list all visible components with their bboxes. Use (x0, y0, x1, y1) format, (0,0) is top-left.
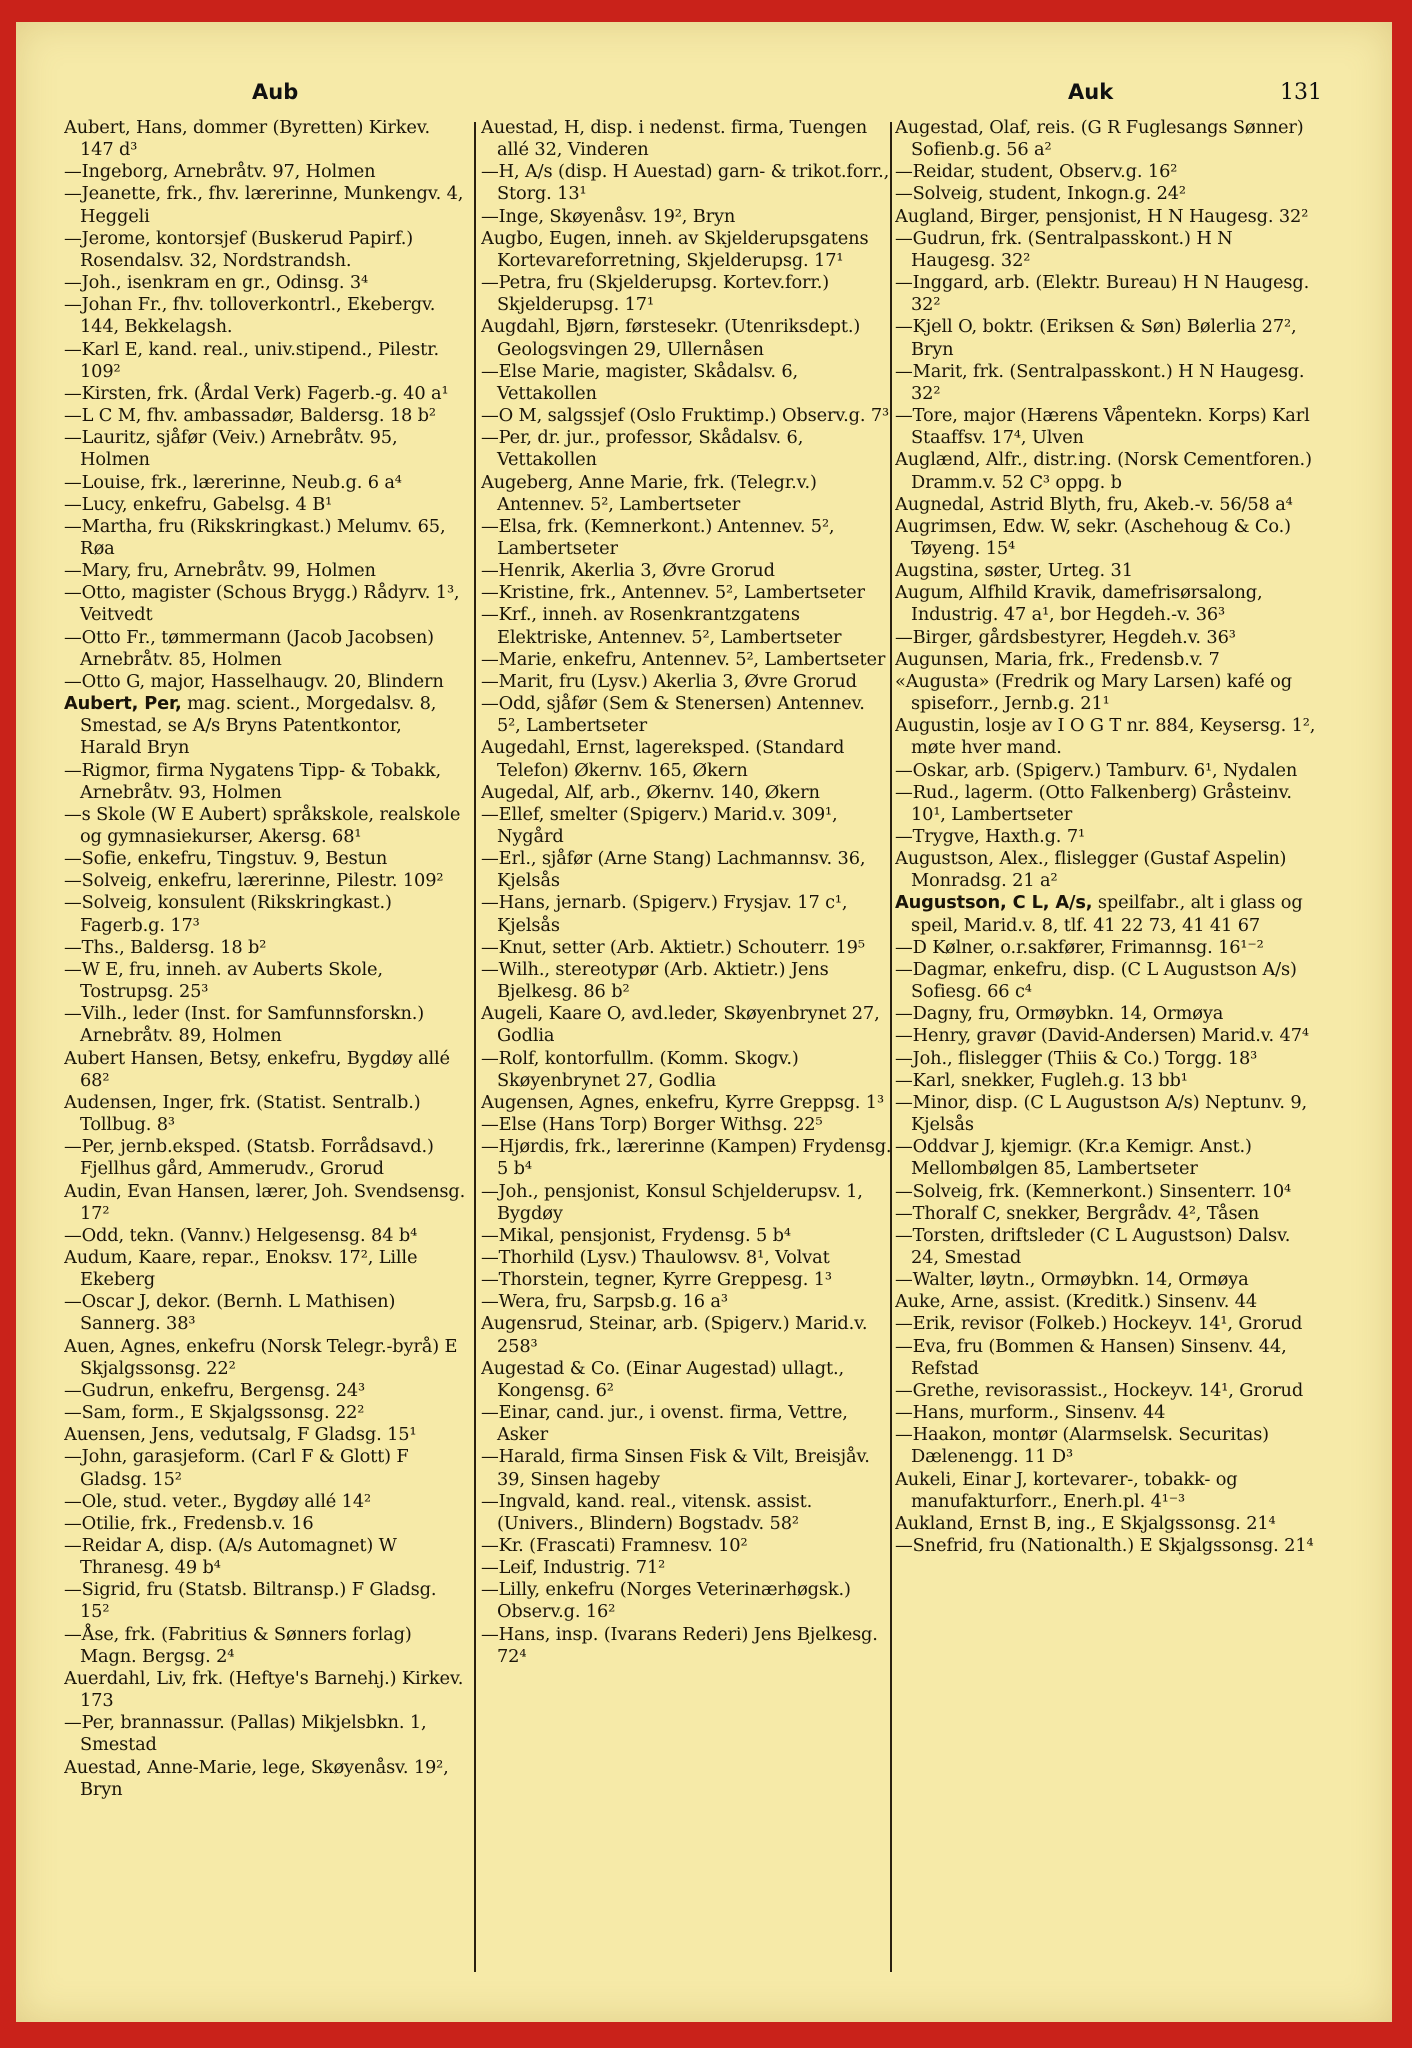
directory-entry: —Einar, cand. jur., i ovenst. firma, Vettre, Asker (481, 1402, 848, 1446)
page-number: 131 (1280, 80, 1322, 105)
directory-entry: «Augusta» (Fredrik og Mary Larsen) kafé og spiseforr., Jernb.g. 21¹ (895, 670, 1292, 715)
directory-entry: —Mikal, pensjonist, Frydensg. 5 b⁴ (481, 1224, 791, 1246)
directory-entry: —Gudrun, frk. (Sentralpasskont.) H N Haugesg. 32² (895, 227, 1233, 271)
directory-entry: Auensen, Jens, vedutsalg, F Gladsg. 15¹ (64, 1424, 417, 1446)
directory-entry: —Oskar, arb. (Spigerv.) Tamburv. 6¹, Nydalen (895, 759, 1298, 781)
directory-entry: —Erl., sjåfør (Arne Stang) Lachmannsv. 36, Kjelsås (481, 848, 866, 892)
directory-entry: Augstina, søster, Urteg. 31 (895, 560, 1133, 582)
directory-entry: Augedal, Alf, arb., Økernv. 140, Økern (481, 781, 820, 803)
directory-entry: —Otto, magister (Schous Brygg.) Rådyrv. 1³, Veitvedt (64, 582, 460, 626)
directory-entry: —Petra, fru (Skjelderupsg. Kortev.forr.) Skjelderupsg. 17¹ (481, 272, 830, 316)
directory-entry: Audin, Evan Hansen, lærer, Joh. Svendsensg. 17² (64, 1180, 466, 1224)
directory-entry: —Thorstein, tegner, Kyrre Greppesg. 1³ (481, 1269, 832, 1291)
directory-entry: —Kjell O, boktr. (Eriksen & Søn) Bølerlia 27², Bryn (895, 316, 1297, 360)
directory-entry: —Reidar, student, Observ.g. 16² (895, 161, 1178, 183)
directory-entry: —John, garasjeform. (Carl F & Glott) F Gladsg. 15² (64, 1446, 409, 1490)
directory-entry: Auke, Arne, assist. (Kreditk.) Sinsenv. 44 (895, 1291, 1258, 1313)
directory-entry: —Lucy, enkefru, Gabelsg. 4 B¹ (64, 493, 333, 515)
directory-entry: —Ths., Baldersg. 18 b² (64, 936, 267, 958)
directory-entry: Augustson, C L, A/s, speilfabr., alt i glass og speil, Marid.v. 8, tlf. 41 22 73, 41 41 67 (895, 892, 1303, 936)
directory-entry: Augestad, Olaf, reis. (G R Fuglesangs Sønner) Sofienb.g. 56 a² (895, 117, 1304, 161)
directory-entry: —L C M, fhv. ambassadør, Baldersg. 18 b² (64, 405, 436, 427)
directory-entry: —Solveig, konsulent (Rikskringkast.) Fagerb.g. 17³ (64, 892, 392, 936)
directory-entry: —Else Marie, magister, Skådalsv. 6, Vettakollen (481, 360, 799, 404)
directory-entry: —Rud., lagerm. (Otto Falkenberg) Gråsteinv. 10¹, Lambertseter (895, 781, 1292, 825)
directory-entry: Audensen, Inger, frk. (Statist. Sentralb.) Tollbug. 8³ (64, 1091, 421, 1136)
directory-entry: —Jerome, kontorsjef (Buskerud Papirf.) Rosendalsv. 32, Nordstrandsh. (64, 227, 414, 271)
directory-entry: —Inge, Skøyenåsv. 19², Bryn (481, 205, 736, 227)
directory-entry: —Thorhild (Lysv.) Thaulowsv. 8¹, Volvat (481, 1246, 830, 1268)
directory-entry: Augrimsen, Edw. W, sekr. (Aschehoug & Co.) Tøyeng. 15⁴ (895, 515, 1291, 559)
directory-entry: Augustson, Alex., flislegger (Gustaf Aspelin) Monradsg. 21 a² (895, 848, 1287, 892)
directory-entry: Augustin, losje av I O G T nr. 884, Keysersg. 1², møte hver mand. (895, 715, 1316, 759)
running-head-left: Aub (252, 80, 299, 104)
directory-entry: —Oscar J, dekor. (Bernh. L Mathisen) Sannerg. 38³ (64, 1291, 396, 1335)
directory-entry: —Ingeborg, Arnebråtv. 97, Holmen (64, 161, 376, 183)
directory-entry: —Sam, form., E Skjalgssonsg. 22² (64, 1402, 365, 1424)
directory-entry: —D Kølner, o.r.sakfører, Frimannsg. 16¹⁻² (895, 936, 1264, 958)
directory-entry: —Lauritz, sjåfør (Veiv.) Arnebråtv. 95, Holmen (64, 427, 398, 471)
directory-entry: —Rolf, kontorfullm. (Komm. Skogv.) Skøyenbrynet 27, Godlia (481, 1047, 799, 1091)
directory-entry: —Hans, jernarb. (Spigerv.) Frysjav. 17 c¹, Kjelsås (481, 892, 848, 936)
directory-entry: —Karl E, kand. real., univ.stipend., Pilestr. 109² (64, 338, 439, 382)
directory-entry: —Ingvald, kand. real., vitensk. assist. (Univers., Blindern) Bogstadv. 58² (481, 1490, 813, 1534)
directory-entry: —Solveig, frk. (Kemnerkont.) Sinsenterr. 10⁴ (895, 1180, 1291, 1202)
directory-entry: —Jeanette, frk., fhv. lærerinne, Munkengv. 4, Heggeli (64, 183, 464, 227)
directory-entry: —s Skole (W E Aubert) språkskole, realskole og gymnasiekurser, Akersg. 68¹ (64, 803, 461, 847)
directory-entry: —Kirsten, frk. (Årdal Verk) Fagerb.-g. 40 a¹ (64, 382, 449, 404)
directory-entry: —Knut, setter (Arb. Aktietr.) Schouterr. 19⁵ (481, 936, 865, 958)
directory-entry: —Per, brannassur. (Pallas) Mikjelsbkn. 1, Smestad (64, 1712, 427, 1756)
directory-entry: —Marit, frk. (Sentralpasskont.) H N Haugesg. 32² (895, 360, 1305, 404)
directory-entry: —Henry, gravør (David-Andersen) Marid.v. 47⁴ (895, 1025, 1309, 1047)
directory-entry: —Odd, tekn. (Vannv.) Helgesensg. 84 b⁴ (64, 1224, 418, 1246)
directory-entry: —Krf., inneh. av Rosenkrantzgatens Elektriske, Antennev. 5², Lambertseter (481, 604, 842, 648)
directory-entry: —Snefrid, fru (Nationalth.) E Skjalgssonsg. 21⁴ (895, 1535, 1314, 1556)
directory-entry: —Odd, sjåfør (Sem & Stenersen) Antennev. 5², Lambertseter (481, 693, 865, 737)
directory-entry: —Tore, major (Hærens Våpentekn. Korps) Karl Staaffsv. 17⁴, Ulven (895, 405, 1310, 449)
directory-entry: —Inggard, arb. (Elektr. Bureau) H N Haugesg. 32² (895, 272, 1310, 316)
directory-entry: —Thoralf C, snekker, Bergrådv. 4², Tåsen (895, 1202, 1260, 1224)
directory-entry: —Joh., isenkram en gr., Odinsg. 3⁴ (64, 272, 368, 294)
directory-entry: Aukeli, Einar J, kortevarer-, tobakk- og manufakturforr., Enerh.pl. 4¹⁻³ (895, 1468, 1238, 1512)
directory-entry: —Mary, fru, Arnebråtv. 99, Holmen (64, 560, 376, 582)
directory-entry: —Hans, insp. (Ivarans Rederi) Jens Bjelkesg. 72⁴ (481, 1623, 878, 1667)
directory-entry: —Sofie, enkefru, Tingstuv. 9, Bestun (64, 848, 388, 870)
directory-entry: —Birger, gårdsbestyrer, Hegdeh.v. 36³ (895, 626, 1236, 648)
directory-entry: Aubert, Hans, dommer (Byretten) Kirkev. 147 d³ (64, 117, 431, 161)
directory-entry: —Grethe, revisorassist., Hockeyv. 14¹, Grorud (895, 1379, 1304, 1401)
directory-entry: —Solveig, student, Inkogn.g. 24² (895, 183, 1186, 205)
directory-entry: —Rigmor, firma Nygatens Tipp- & Tobakk, Arnebråtv. 93, Holmen (64, 759, 441, 803)
directory-entry: Aubert Hansen, Betsy, enkefru, Bygdøy allé 68² (64, 1047, 450, 1091)
directory-entry: —Hans, murform., Sinsenv. 44 (895, 1402, 1166, 1424)
directory-entry: —Marie, enkefru, Antennev. 5², Lambertseter (481, 648, 886, 670)
directory-entry: —Dagmar, enkefru, disp. (C L Augustson A/s) Sofiesg. 66 c⁴ (895, 958, 1297, 1003)
column-divider (474, 122, 476, 1972)
directory-entry: —Kr. (Frascati) Framnesv. 10² (481, 1535, 748, 1556)
directory-entry: —Karl, snekker, Fugleh.g. 13 bb¹ (895, 1069, 1188, 1091)
directory-entry: —Hjørdis, frk., lærerinne (Kampen) Frydensg. 5 b⁴ (481, 1136, 892, 1180)
entry-name-bold: Aubert, Per, (64, 693, 182, 715)
directory-entry: —Per, jernb.eksped. (Statsb. Forrådsavd.) Fjellhus gård, Ammerudv., Grorud (64, 1136, 434, 1180)
column-3 (895, 117, 1319, 2018)
directory-entry: Augestad & Co. (Einar Augestad) ullagt., Kongensg. 6² (481, 1357, 844, 1401)
directory-entry: Auglænd, Alfr., distr.ing. (Norsk Cementforen.) Dramm.v. 52 C³ oppg. b (895, 449, 1312, 493)
directory-entry: —Martha, fru (Rikskringkast.) Melumv. 65, Røa (64, 515, 446, 559)
directory-entry: —Else (Hans Torp) Borger Withsg. 22⁵ (481, 1114, 823, 1136)
directory-entry: —Eva, fru (Bommen & Hansen) Sinsenv. 44, Refstad (895, 1335, 1287, 1379)
directory-entry: Augdahl, Bjørn, førstesekr. (Utenriksdept.) Geologsvingen 29, Ullernåsen (481, 316, 861, 360)
directory-entry: —Wilh., stereotypør (Arb. Aktietr.) Jens Bjelkesg. 86 b² (481, 958, 829, 1003)
directory-entry: Augeli, Kaare O, avd.leder, Skøyenbrynet 27, Godlia (481, 1003, 880, 1047)
directory-entry: Auestad, Anne-Marie, lege, Skøyenåsv. 19², Bryn (64, 1756, 449, 1800)
directory-entry: Audum, Kaare, repar., Enoksv. 17², Lille Ekeberg (64, 1246, 418, 1291)
directory-entry: Augeberg, Anne Marie, frk. (Telegr.v.) Antennev. 5², Lambertseter (481, 471, 817, 515)
directory-entry: —Joh., pensjonist, Konsul Schjelderupsv. 1, Bygdøy (481, 1180, 863, 1224)
directory-entry: —Dagny, fru, Ormøybkn. 14, Ormøya (895, 1003, 1224, 1025)
directory-entry: —Louise, frk., lærerinne, Neub.g. 6 a⁴ (64, 471, 402, 493)
directory-entry: —Leif, Industrig. 71² (481, 1557, 666, 1579)
directory-entry: —H, A/s (disp. H Auestad) garn- & trikot.forr., Storg. 13¹ (481, 161, 890, 205)
directory-entry: —Wera, fru, Sarpsb.g. 16 a³ (481, 1291, 728, 1313)
directory-entry: —Johan Fr., fhv. tolloverkontrl., Ekebergv. 144, Bekkelagsh. (64, 294, 436, 338)
directory-entry: —Ole, stud. veter., Bygdøy allé 14² (64, 1490, 371, 1512)
directory-entry: —Marit, fru (Lysv.) Akerlia 3, Øvre Grorud (481, 670, 857, 692)
column-2 (481, 117, 893, 2018)
directory-entry: —Gudrun, enkefru, Bergensg. 24³ (64, 1379, 366, 1401)
directory-entry: —Reidar A, disp. (A/s Automagnet) W Thranesg. 49 b⁴ (64, 1535, 397, 1579)
directory-entry: —Per, dr. jur., professor, Skådalsv. 6, Vettakollen (481, 427, 804, 471)
directory-entry: —Otto Fr., tømmermann (Jacob Jacobsen) Arnebråtv. 85, Holmen (64, 626, 434, 670)
directory-entry: —Harald, firma Sinsen Fisk & Vilt, Breisjåv. 39, Sinsen hageby (481, 1446, 870, 1490)
directory-entry: —Otilie, frk., Fredensb.v. 16 (64, 1512, 314, 1534)
directory-entry: —O M, salgssjef (Oslo Fruktimp.) Observ.g. 7³ (481, 405, 889, 427)
directory-page (16, 22, 1392, 2022)
running-head-right: Auk (1068, 80, 1114, 104)
directory-entry: Augensrud, Steinar, arb. (Spigerv.) Marid.v. 258³ (481, 1313, 868, 1357)
directory-entry: —Walter, løytn., Ormøybkn. 14, Ormøya (895, 1269, 1249, 1291)
directory-entry: Augedahl, Ernst, lagereksped. (Standard Telefon) Økernv. 165, Økern (481, 737, 845, 781)
directory-entry: Augnedal, Astrid Blyth, fru, Akeb.-v. 56/58 a⁴ (895, 493, 1293, 515)
directory-entry: —Kristine, frk., Antennev. 5², Lambertseter (481, 582, 865, 604)
directory-entry: —Ellef, smelter (Spigerv.) Marid.v. 309¹, Nygård (481, 803, 838, 847)
directory-entry: Augbo, Eugen, inneh. av Skjelderupsgatens Kortevareforretning, Skjelderupsg. 17¹ (481, 227, 869, 271)
directory-entry: Augunsen, Maria, frk., Fredensb.v. 7 (895, 648, 1220, 670)
directory-entry: Aukland, Ernst B, ing., E Skjalgssonsg. 21⁴ (895, 1512, 1276, 1534)
directory-entry: Aubert, Per, mag. scient., Morgedalsv. 8, Smestad, se A/s Bryns Patentkontor, Harald Bryn (64, 693, 437, 759)
directory-entry: —Solveig, enkefru, lærerinne, Pilestr. 109² (64, 870, 444, 892)
directory-entry: Augum, Alfhild Kravik, damefrisørsalong, Industrig. 47 a¹, bor Hegdeh.-v. 36³ (895, 582, 1263, 626)
directory-entry: —Vilh., leder (Inst. for Samfunnsforskn.) Arnebråtv. 89, Holmen (64, 1003, 425, 1047)
directory-entry: —Torsten, driftsleder (C L Augustson) Dalsv. 24, Smestad (895, 1224, 1291, 1268)
directory-entry: —Otto G, major, Hasselhaugv. 20, Blindern (64, 670, 444, 692)
column-1 (64, 117, 468, 2018)
directory-entry: —Erik, revisor (Folkeb.) Hockeyv. 14¹, Grorud (895, 1313, 1303, 1335)
directory-entry: Auen, Agnes, enkefru (Norsk Telegr.-byrå) E Skjalgssonsg. 22² (64, 1335, 458, 1379)
directory-entry: —Minor, disp. (C L Augustson A/s) Neptunv. 9, Kjelsås (895, 1091, 1308, 1136)
directory-entry: Auestad, H, disp. i nedenst. firma, Tuengen allé 32, Vinderen (481, 117, 868, 161)
directory-entry: —Elsa, frk. (Kemnerkont.) Antennev. 5², Lambertseter (481, 515, 835, 559)
directory-entry: —Joh., flislegger (Thiis & Co.) Torgg. 18³ (895, 1047, 1258, 1069)
directory-entry: —Lilly, enkefru (Norges Veterinærhøgsk.) Observ.g. 16² (481, 1579, 851, 1623)
directory-entry: —Sigrid, fru (Statsb. Biltransp.) F Gladsg. 15² (64, 1579, 437, 1623)
directory-entry: Auerdahl, Liv, frk. (Heftye's Barnehj.) Kirkev. 173 (64, 1667, 464, 1712)
directory-entry: Augensen, Agnes, enkefru, Kyrre Greppsg. 1³ (481, 1091, 884, 1113)
directory-entry: —W E, fru, inneh. av Auberts Skole, Tostrupsg. 25³ (64, 958, 383, 1003)
directory-entry: —Haakon, montør (Alarmselsk. Securitas) Dælenengg. 11 D³ (895, 1424, 1269, 1468)
entry-name-bold: Augustson, C L, A/s, (895, 892, 1093, 914)
directory-entry: —Oddvar J, kjemigr. (Kr.a Kemigr. Anst.) Mellombølgen 85, Lambertseter (895, 1136, 1252, 1180)
directory-entry: —Henrik, Akerlia 3, Øvre Grorud (481, 560, 775, 582)
directory-entry: —Trygve, Haxth.g. 7¹ (895, 826, 1085, 847)
directory-entry: Augland, Birger, pensjonist, H N Haugesg. 32² (895, 205, 1309, 227)
directory-entry: —Åse, frk. (Fabritius & Sønners forlag) Magn. Bergsg. 2⁴ (64, 1623, 412, 1667)
